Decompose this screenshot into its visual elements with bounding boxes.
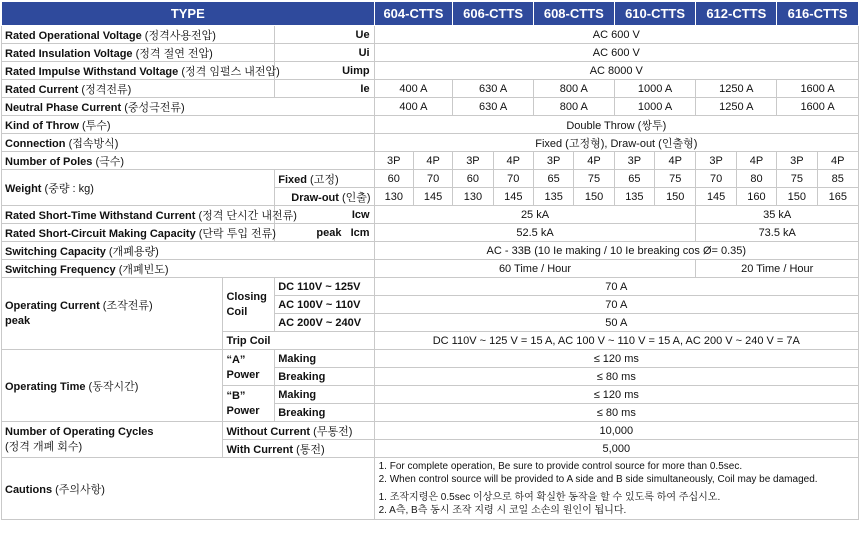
value-cell: 25 kA xyxy=(374,206,696,224)
caution-line: 1. For complete operation, Be sure to provide control source for more than 0.5sec. xyxy=(378,461,743,472)
making-label: Making xyxy=(275,350,374,368)
row-operating-cycles-1 xyxy=(2,422,859,440)
condition-label: DC 110V ~ 125V xyxy=(275,278,374,296)
value-cell: 4P xyxy=(655,152,696,170)
value-cell: ≤ 80 ms xyxy=(374,404,858,422)
value-cell: 75 xyxy=(777,170,817,188)
caution-line: 1. 조작지령은 0.5sec 이상으로 하여 확실한 동작을 할 수 있도록 하여 주십시오. xyxy=(378,492,721,503)
value-cell: 60 Time / Hour xyxy=(374,260,696,278)
value-cell: 1000 A xyxy=(614,98,696,116)
value-cell: ≤ 120 ms xyxy=(374,350,858,368)
row-rated-operational-voltage xyxy=(2,26,859,44)
model-header: 612-CTTS xyxy=(696,2,777,26)
value-cell: 85 xyxy=(817,170,858,188)
value-cell: 65 xyxy=(614,170,654,188)
row-connection xyxy=(2,134,859,152)
row-label: Neutral Phase Current (중성극전류) xyxy=(2,98,375,116)
row-label: Weight (중량 : kg) xyxy=(2,170,275,206)
sub-label: Fixed (고정) xyxy=(275,170,374,188)
row-label: Number of Poles (극수) xyxy=(2,152,375,170)
value-cell: 165 xyxy=(817,188,858,206)
row-switching-capacity xyxy=(2,242,859,260)
value-cell: 4P xyxy=(574,152,614,170)
value-cell: 50 A xyxy=(374,314,858,332)
row-short-circuit-making xyxy=(2,224,859,242)
value-cell: 135 xyxy=(533,188,573,206)
value-cell: 70 xyxy=(413,170,452,188)
value-cell: DC 110V ~ 125 V = 15 A, AC 100 V ~ 110 V = 15 A, AC 200 V ~ 240 V = 7A xyxy=(374,332,858,350)
symbol: Ui xyxy=(275,44,374,62)
value-cell: 3P xyxy=(533,152,573,170)
sub-label: Draw-out (인출) xyxy=(275,188,374,206)
type-header: TYPE xyxy=(2,2,375,26)
row-label: Number of Operating Cycles (정격 개폐 회수) xyxy=(2,422,223,458)
value-cell: 70 xyxy=(696,170,736,188)
value-cell: 70 A xyxy=(374,296,858,314)
caution-line: 2. When control source will be provided to A side and B side simultaneously, Coil may be damaged. xyxy=(378,474,818,485)
row-label: Kind of Throw (투수) xyxy=(2,116,375,134)
model-header: 604-CTTS xyxy=(374,2,453,26)
model-header: 610-CTTS xyxy=(614,2,696,26)
breaking-label: Breaking xyxy=(275,368,374,386)
b-power-label: “B” Power xyxy=(223,386,275,422)
value-cell: 3P xyxy=(777,152,817,170)
row-label: Rated Insulation Voltage (정격 절연 전압) xyxy=(2,44,275,62)
value-cell: 145 xyxy=(413,188,452,206)
value-cell: 400 A xyxy=(374,98,453,116)
model-header: 606-CTTS xyxy=(453,2,534,26)
value-cell: 80 xyxy=(736,170,776,188)
value-cell: 150 xyxy=(777,188,817,206)
value-cell: 3P xyxy=(374,152,413,170)
row-label: Rated Operational Voltage (정격사용전압) xyxy=(2,26,275,44)
value-cell: 65 xyxy=(533,170,573,188)
value-cell: 1600 A xyxy=(777,80,859,98)
row-short-time-withstand xyxy=(2,206,859,224)
value-cell: 145 xyxy=(493,188,533,206)
row-label: Switching Capacity (개폐용량) xyxy=(2,242,375,260)
row-label: Operating Time (동작시간) xyxy=(2,350,223,422)
value-cell: Double Throw (쌍투) xyxy=(374,116,858,134)
value-cell: 160 xyxy=(736,188,776,206)
with-current-label: With Current (통전) xyxy=(223,440,374,458)
value-cell: 150 xyxy=(574,188,614,206)
value-cell: 75 xyxy=(655,170,696,188)
cautions-text xyxy=(374,458,858,520)
value-cell: 60 xyxy=(374,170,413,188)
making-label: Making xyxy=(275,386,374,404)
symbol: peak Icm xyxy=(275,224,374,242)
value-cell: 20 Time / Hour xyxy=(696,260,859,278)
value-cell: 4P xyxy=(413,152,452,170)
model-header: 608-CTTS xyxy=(533,2,614,26)
row-number-of-poles xyxy=(2,152,859,170)
model-header: 616-CTTS xyxy=(777,2,859,26)
value-cell: AC 8000 V xyxy=(374,62,858,80)
row-label: Switching Frequency (개폐빈도) xyxy=(2,260,375,278)
row-weight-fixed xyxy=(2,170,859,188)
symbol: Ue xyxy=(275,26,374,44)
value-cell: 1250 A xyxy=(696,98,777,116)
symbol: Ie xyxy=(275,80,374,98)
value-cell: ≤ 120 ms xyxy=(374,386,858,404)
value-cell: 1600 A xyxy=(777,98,859,116)
value-cell: 4P xyxy=(493,152,533,170)
value-cell: AC - 33B (10 Ie making / 10 Ie breaking cos Ø= 0.35) xyxy=(374,242,858,260)
value-cell: 35 kA xyxy=(696,206,859,224)
row-label: Rated Short-Circuit Making Capacity (단락 투입 전류) xyxy=(2,224,275,242)
row-operating-time-1 xyxy=(2,350,859,368)
row-switching-frequency xyxy=(2,260,859,278)
spec-table xyxy=(1,1,859,520)
value-cell: 3P xyxy=(453,152,493,170)
value-cell: 5,000 xyxy=(374,440,858,458)
value-cell: 130 xyxy=(374,188,413,206)
row-label: Rated Current (정격전류) xyxy=(2,80,275,98)
without-current-label: Without Current (무통전) xyxy=(223,422,374,440)
caution-line: 2. A측, B측 동시 조작 지령 시 코일 소손의 원인이 됩니다. xyxy=(378,505,627,516)
value-cell: 3P xyxy=(696,152,736,170)
value-cell: 135 xyxy=(614,188,654,206)
row-rated-impulse-voltage xyxy=(2,62,859,80)
row-label: Rated Short-Time Withstand Current (정격 단시간 내전류) xyxy=(2,206,275,224)
symbol: Uimp xyxy=(275,62,374,80)
value-cell: 4P xyxy=(817,152,858,170)
value-cell: 60 xyxy=(453,170,493,188)
value-cell: 630 A xyxy=(453,98,534,116)
value-cell: 73.5 kA xyxy=(696,224,859,242)
row-label: Cautions (주의사항) xyxy=(2,458,375,520)
value-cell: 10,000 xyxy=(374,422,858,440)
row-cautions xyxy=(2,458,859,520)
a-power-label: “A” Power xyxy=(223,350,275,386)
row-label: Rated Impulse Withstand Voltage (정격 임펄스 내전압) xyxy=(2,62,275,80)
value-cell: Fixed (고정형), Draw-out (인출형) xyxy=(374,134,858,152)
condition-label: AC 100V ~ 110V xyxy=(275,296,374,314)
condition-label: AC 200V ~ 240V xyxy=(275,314,374,332)
value-cell: 130 xyxy=(453,188,493,206)
value-cell: 3P xyxy=(614,152,654,170)
value-cell: AC 600 V xyxy=(374,26,858,44)
symbol: Icw xyxy=(275,206,374,224)
row-label: Operating Current (조작전류) peak xyxy=(2,278,223,350)
row-rated-current xyxy=(2,80,859,98)
value-cell: 400 A xyxy=(374,80,453,98)
value-cell: AC 600 V xyxy=(374,44,858,62)
closing-coil-label: Closing Coil xyxy=(223,278,275,332)
row-kind-of-throw xyxy=(2,116,859,134)
row-operating-current-1 xyxy=(2,278,859,296)
value-cell: 52.5 kA xyxy=(374,224,696,242)
value-cell: 630 A xyxy=(453,80,534,98)
row-neutral-phase-current xyxy=(2,98,859,116)
value-cell: 1000 A xyxy=(614,80,696,98)
value-cell: 70 xyxy=(493,170,533,188)
trip-coil-label: Trip Coil xyxy=(223,332,374,350)
value-cell: 150 xyxy=(655,188,696,206)
row-rated-insulation-voltage xyxy=(2,44,859,62)
value-cell: 4P xyxy=(736,152,776,170)
value-cell: ≤ 80 ms xyxy=(374,368,858,386)
breaking-label: Breaking xyxy=(275,404,374,422)
value-cell: 145 xyxy=(696,188,736,206)
header-row xyxy=(2,2,859,26)
value-cell: 800 A xyxy=(533,80,614,98)
value-cell: 1250 A xyxy=(696,80,777,98)
value-cell: 70 A xyxy=(374,278,858,296)
value-cell: 800 A xyxy=(533,98,614,116)
row-label: Connection (접속방식) xyxy=(2,134,375,152)
value-cell: 75 xyxy=(574,170,614,188)
